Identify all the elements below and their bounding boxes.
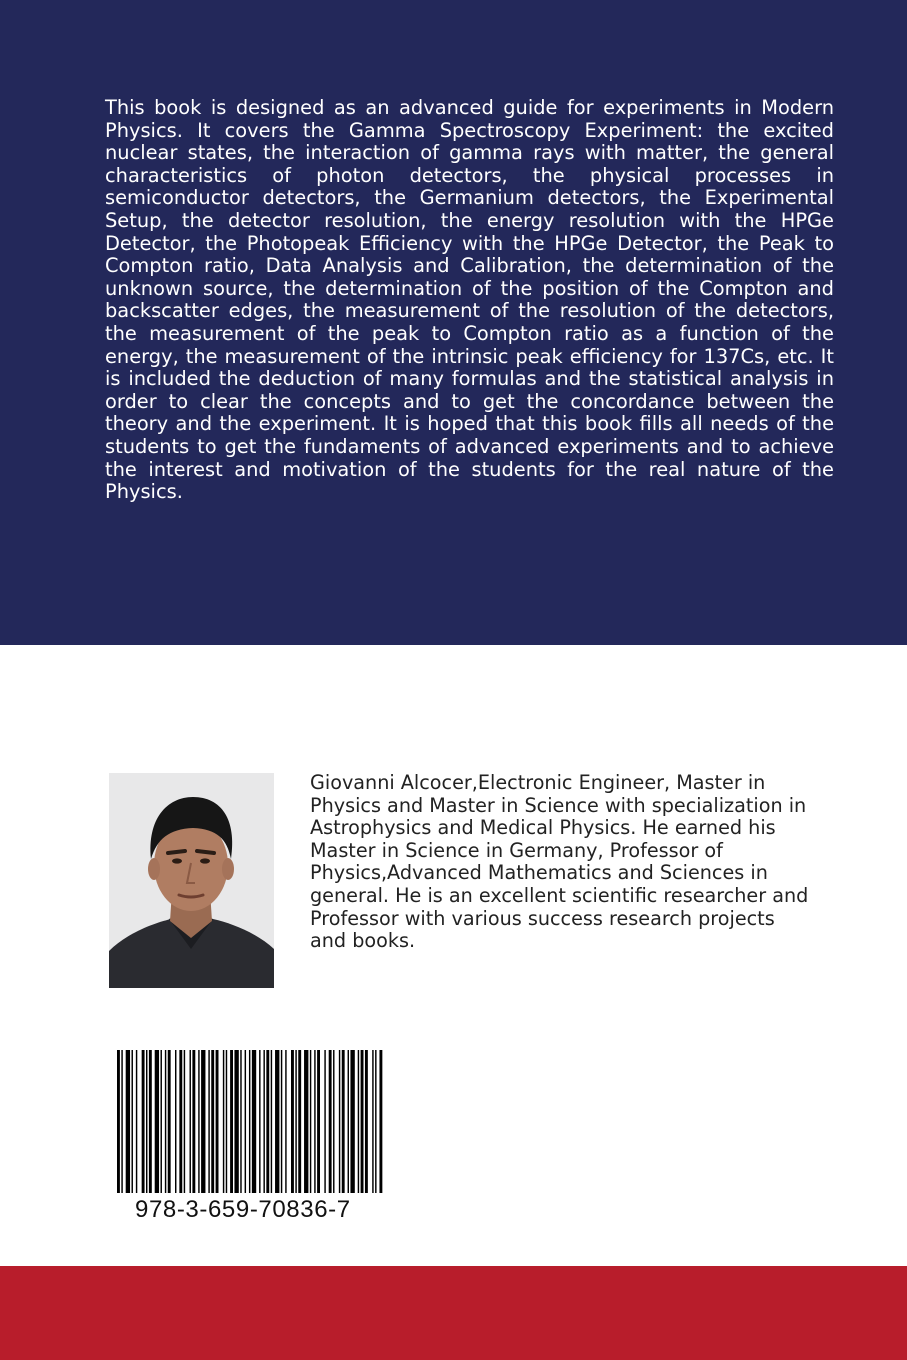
isbn-barcode — [117, 1050, 383, 1193]
bottom-color-band — [0, 1266, 907, 1360]
description-panel — [0, 0, 907, 645]
isbn-number: 978-3-659-70836-7 — [135, 1196, 351, 1223]
author-biography: Giovanni Alcocer,Electronic Engineer, Master in Physics and Master in Science with specialization in Astrophysics and Medical Physics. He earned his Master in Science in Germany, Professor of Physics,Advanced Mathematics and Sciences in general. He is an excellent scientific researcher and Professor with various success research projects and books. — [310, 771, 809, 953]
book-description: This book is designed as an advanced guide for experiments in Modern Physics. It covers the Gamma Spectroscopy Experiment: the excited nuclear states, the interaction of gamma rays with matter, the general characteristics of photon detectors, the physical processes in semiconductor detectors, the Germanium detectors, the Experimental Setup, the detector resolution, the energy resolution with the HPGe Detector, the Photopeak Efficiency with the HPGe Detector, the Peak to Compton ratio, Data Analysis and Calibration, the determination of the unknown source, the determination of the position of the Compton and backscatter edges, the measurement of the resolution of the detectors, the measurement of the peak to Compton ratio as a function of the energy, the measurement of the intrinsic peak efficiency for 137Cs, etc. It is included the deduction of many formulas and the statistical analysis in order to clear the concepts and to get the concordance between the theory and the experiment. It is hoped that this book fills all needs of the students to get the fundaments of advanced experiments and to achieve the interest and motivation of the students for the real nature of the Physics. — [105, 96, 834, 504]
author-portrait-image — [109, 773, 274, 988]
author-photo — [109, 773, 274, 988]
